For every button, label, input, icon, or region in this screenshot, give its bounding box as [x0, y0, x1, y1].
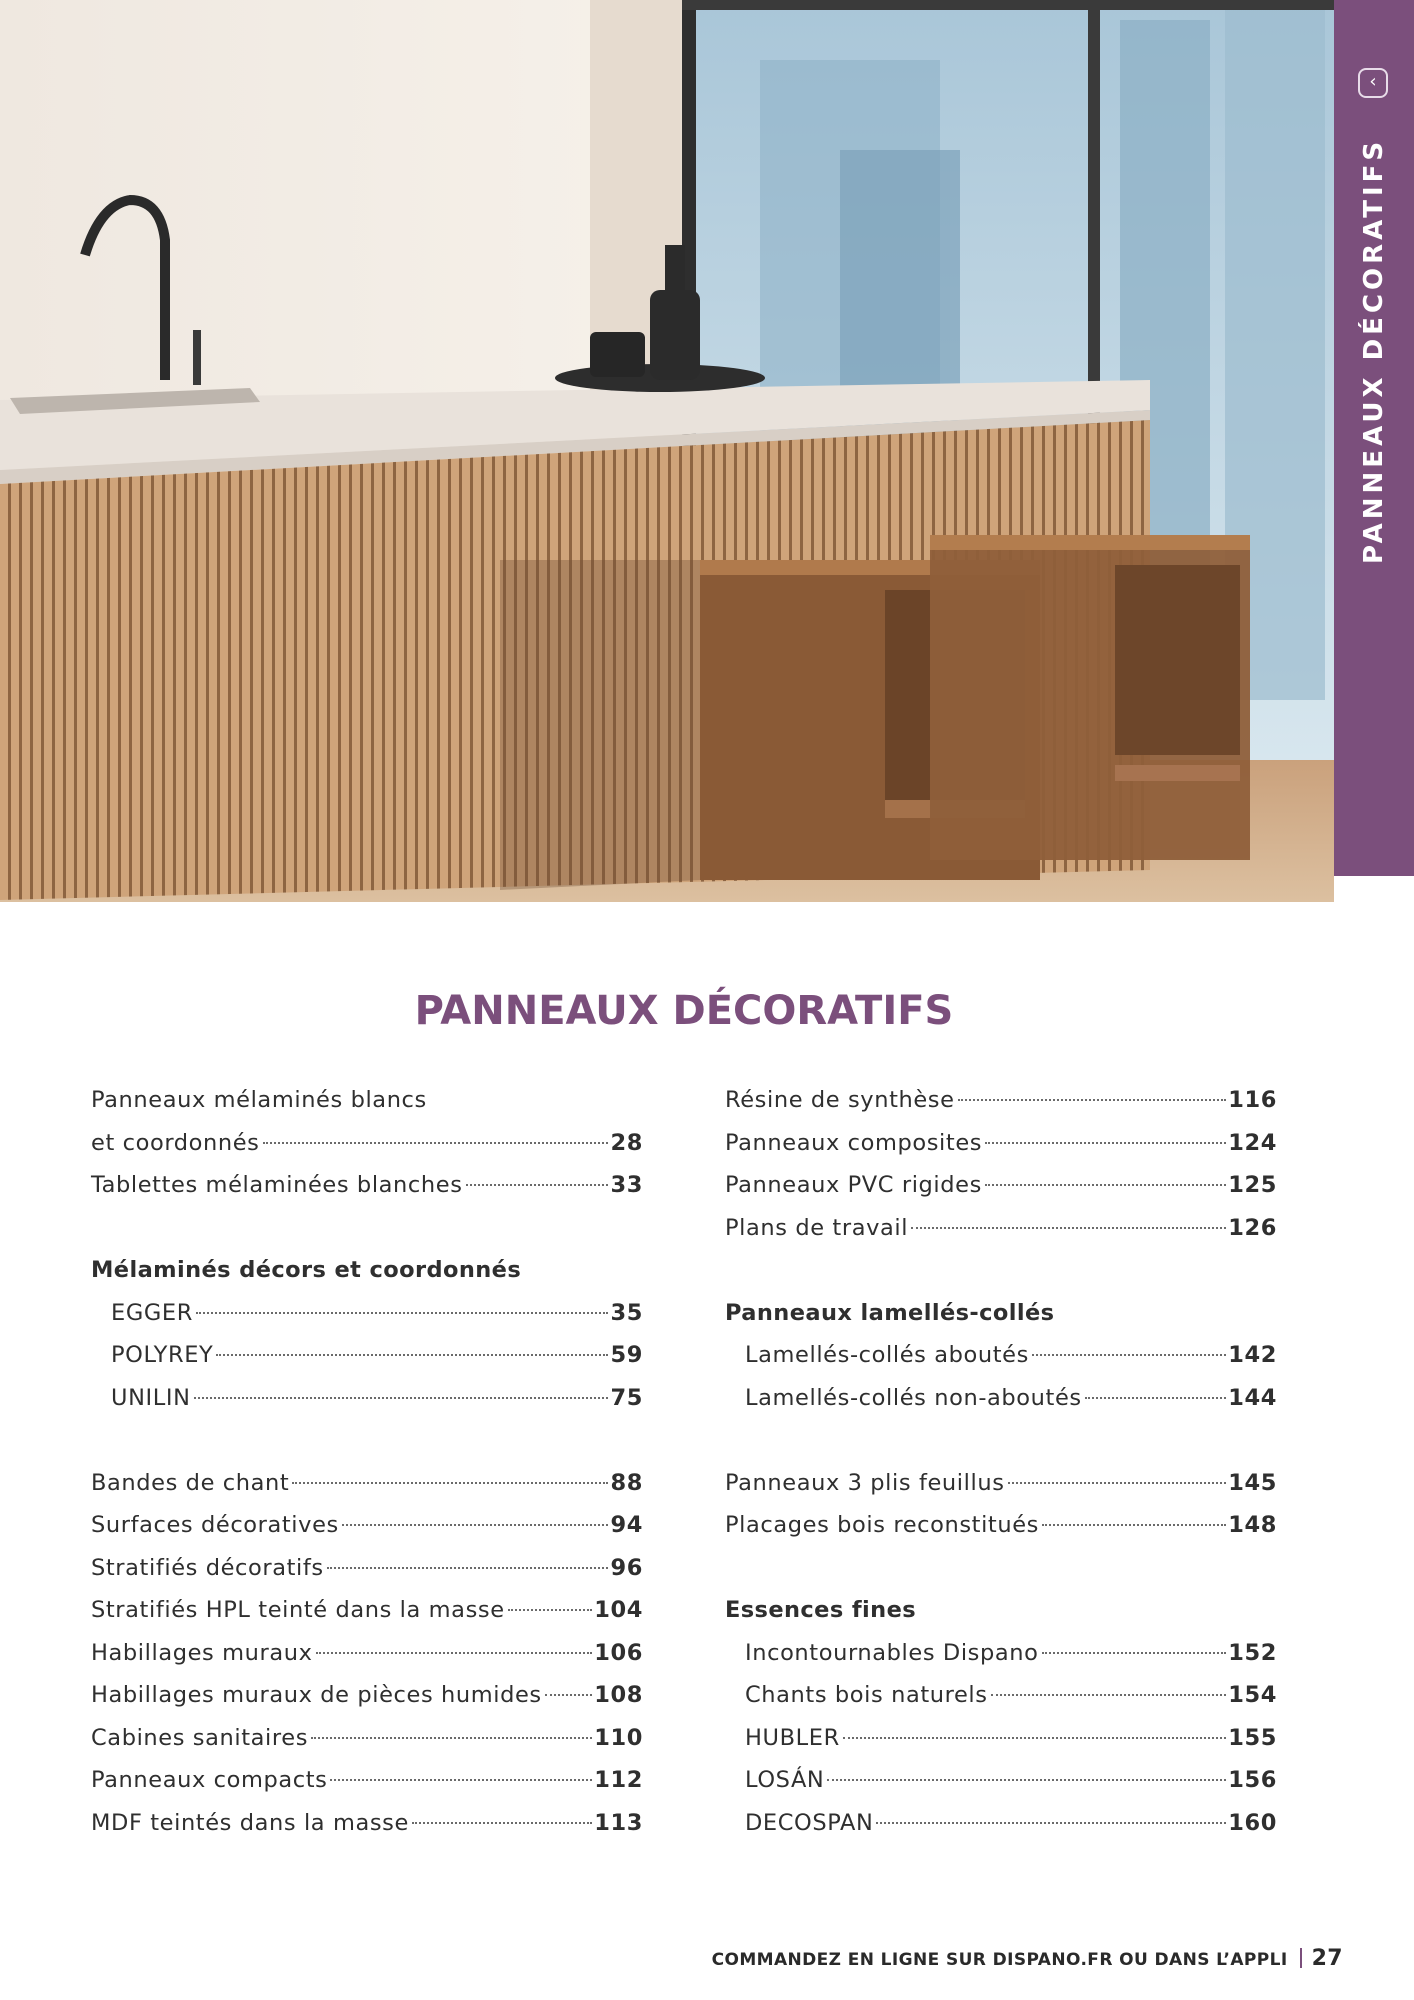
page-title: PANNEAUX DÉCORATIFS	[414, 988, 954, 1034]
toc-entry-page: 156	[1228, 1767, 1277, 1793]
toc-entry[interactable]	[91, 1130, 643, 1173]
leader-dots	[263, 1142, 609, 1144]
leader-dots	[1032, 1354, 1226, 1356]
leader-dots	[196, 1312, 609, 1314]
toc-entry[interactable]	[91, 1810, 643, 1853]
toc-entry[interactable]	[725, 1512, 1277, 1555]
toc-entry-label: Panneaux 3 plis feuillus	[725, 1469, 1005, 1496]
toc-entry-label: Stratifiés HPL teinté dans la masse	[91, 1597, 505, 1623]
toc-entry[interactable]	[725, 1172, 1277, 1215]
toc-entry-page: 160	[1228, 1809, 1277, 1836]
toc-entry-label-line: Panneaux mélaminés blancs	[91, 1087, 427, 1113]
toc-entry-label: Surfaces décoratives	[91, 1512, 339, 1538]
toc-right-column	[725, 1087, 1277, 1852]
toc-entry-label: Bandes de chant	[91, 1469, 290, 1496]
toc-entry-page: 144	[1228, 1384, 1277, 1411]
toc-entry-label: Plans de travail	[725, 1214, 909, 1241]
toc-entry-label: EGGER	[111, 1299, 193, 1326]
toc-entry-label: Habillages muraux de pièces humides	[91, 1682, 542, 1708]
toc-entry-page: 124	[1228, 1129, 1277, 1156]
toc-entry[interactable]	[725, 1810, 1277, 1853]
leader-dots	[876, 1822, 1226, 1824]
toc-entry-label: Lamellés-collés aboutés	[745, 1342, 1029, 1368]
toc-entry-label: Habillages muraux	[91, 1639, 313, 1666]
toc-entry-page: 59	[610, 1342, 643, 1368]
toc-entry[interactable]	[725, 1682, 1277, 1725]
toc-entry-label: Chants bois naturels	[745, 1682, 988, 1708]
toc-entry-page: 28	[610, 1129, 643, 1156]
toc-entry-label: DECOSPAN	[745, 1809, 874, 1836]
toc-entry-label: LOSÁN	[745, 1767, 825, 1793]
leader-dots	[1042, 1652, 1227, 1654]
toc-entry-page: 152	[1228, 1639, 1277, 1666]
toc-entry-page: 88	[610, 1469, 643, 1496]
toc-entry[interactable]	[91, 1555, 643, 1598]
side-tab-label: PANNEAUX DÉCORATIFS	[1359, 137, 1389, 564]
toc-entry-page: 145	[1228, 1469, 1277, 1496]
leader-dots	[985, 1184, 1226, 1186]
toc-entry-page: 142	[1228, 1342, 1277, 1368]
toc-entry[interactable]	[725, 1342, 1277, 1385]
leader-dots	[508, 1609, 593, 1611]
toc-entry-label: Incontournables Dispano	[745, 1639, 1039, 1666]
toc-entry-page: 126	[1228, 1214, 1277, 1241]
leader-dots	[1085, 1397, 1227, 1399]
leader-dots	[316, 1652, 593, 1654]
kitchen-illustration	[0, 0, 1334, 902]
toc-entry-label: Tablettes mélaminées blanches	[91, 1172, 463, 1198]
toc-entry[interactable]	[91, 1385, 643, 1428]
toc-entry[interactable]	[725, 1470, 1277, 1513]
leader-dots	[911, 1227, 1226, 1229]
toc-entry-label: Placages bois reconstitués	[725, 1512, 1039, 1538]
toc-entry-page: 35	[610, 1299, 643, 1326]
toc-entry-page: 125	[1228, 1172, 1277, 1198]
toc-entry-label: UNILIN	[111, 1384, 191, 1411]
toc-entry-page: 104	[594, 1597, 643, 1623]
page-number: 27	[1311, 1946, 1343, 1971]
back-button[interactable]	[1358, 68, 1388, 98]
toc-entry-label: MDF teintés dans la masse	[91, 1809, 409, 1836]
leader-dots	[216, 1354, 608, 1356]
toc-entry[interactable]	[91, 1172, 643, 1215]
toc-entry[interactable]	[91, 1640, 643, 1683]
toc-entry-page: 154	[1228, 1682, 1277, 1708]
toc-section-heading: Essences fines	[725, 1597, 917, 1623]
leader-dots	[958, 1099, 1227, 1101]
leader-dots	[292, 1482, 608, 1484]
toc-entry[interactable]	[725, 1130, 1277, 1173]
toc-entry-page: 106	[594, 1639, 643, 1666]
leader-dots	[985, 1142, 1226, 1144]
toc-entry[interactable]	[91, 1682, 643, 1725]
leader-dots	[827, 1779, 1226, 1781]
toc-entry-label: Panneaux composites	[725, 1129, 983, 1156]
toc-entry-page: 148	[1228, 1512, 1277, 1538]
toc-entry[interactable]	[725, 1725, 1277, 1768]
toc-entry[interactable]	[91, 1512, 643, 1555]
page-footer	[0, 1946, 1343, 1971]
chevron-left-icon: ‹	[1369, 71, 1377, 92]
leader-dots	[1008, 1482, 1227, 1484]
toc-entry[interactable]	[91, 1767, 643, 1810]
leader-dots	[843, 1737, 1226, 1739]
toc-entry-label: HUBLER	[745, 1724, 840, 1751]
leader-dots	[311, 1737, 592, 1739]
toc-entry-page: 113	[594, 1809, 643, 1836]
toc-entry-label: Lamellés-collés non-aboutés	[745, 1384, 1082, 1411]
toc-section-heading: Mélaminés décors et coordonnés	[91, 1257, 522, 1283]
toc-entry-label: POLYREY	[111, 1342, 214, 1368]
footer-separator	[1300, 1948, 1302, 1968]
toc-entry-page: 33	[610, 1172, 643, 1198]
toc-entry-page: 155	[1228, 1724, 1277, 1751]
toc-entry-label: Stratifiés décoratifs	[91, 1554, 324, 1581]
toc-entry-page: 75	[610, 1384, 643, 1411]
toc-entry-label: et coordonnés	[91, 1129, 260, 1156]
leader-dots	[194, 1397, 609, 1399]
toc-entry-page: 110	[594, 1724, 643, 1751]
toc-entry-label: Panneaux PVC rigides	[725, 1172, 982, 1198]
leader-dots	[466, 1184, 609, 1186]
leader-dots	[412, 1822, 592, 1824]
toc-entry-label: Cabines sanitaires	[91, 1724, 309, 1751]
toc-entry[interactable]	[91, 1300, 643, 1343]
leader-dots	[991, 1694, 1227, 1696]
toc-entry-label: Résine de synthèse	[725, 1087, 955, 1113]
toc-left-column	[91, 1087, 643, 1852]
toc-entry[interactable]	[91, 1342, 643, 1385]
toc-entry[interactable]	[725, 1385, 1277, 1428]
toc-section-heading: Panneaux lamellés-collés	[725, 1299, 1055, 1326]
leader-dots	[330, 1779, 592, 1781]
leader-dots	[1042, 1524, 1226, 1526]
toc-entry[interactable]	[725, 1215, 1277, 1258]
toc-entry[interactable]	[91, 1725, 643, 1768]
leader-dots	[342, 1524, 609, 1526]
hero-photo	[0, 0, 1334, 902]
toc-entry-label: Panneaux compacts	[91, 1767, 328, 1793]
toc-entry-page: 94	[610, 1512, 643, 1538]
toc-entry-page: 96	[610, 1554, 643, 1581]
toc-entry[interactable]	[91, 1597, 643, 1640]
toc-entry[interactable]	[725, 1767, 1277, 1810]
toc-entry[interactable]	[725, 1640, 1277, 1683]
toc-entry[interactable]	[725, 1087, 1277, 1130]
toc-entry-page: 116	[1228, 1087, 1277, 1113]
footer-cta-link[interactable]: COMMANDEZ EN LIGNE SUR DISPANO.FR OU DANS L’APPLI	[711, 1950, 1288, 1970]
toc-entry[interactable]	[91, 1470, 643, 1513]
toc-entry-page: 108	[594, 1682, 643, 1708]
toc-entry-page: 112	[594, 1767, 643, 1793]
leader-dots	[545, 1694, 592, 1696]
leader-dots	[327, 1567, 609, 1569]
